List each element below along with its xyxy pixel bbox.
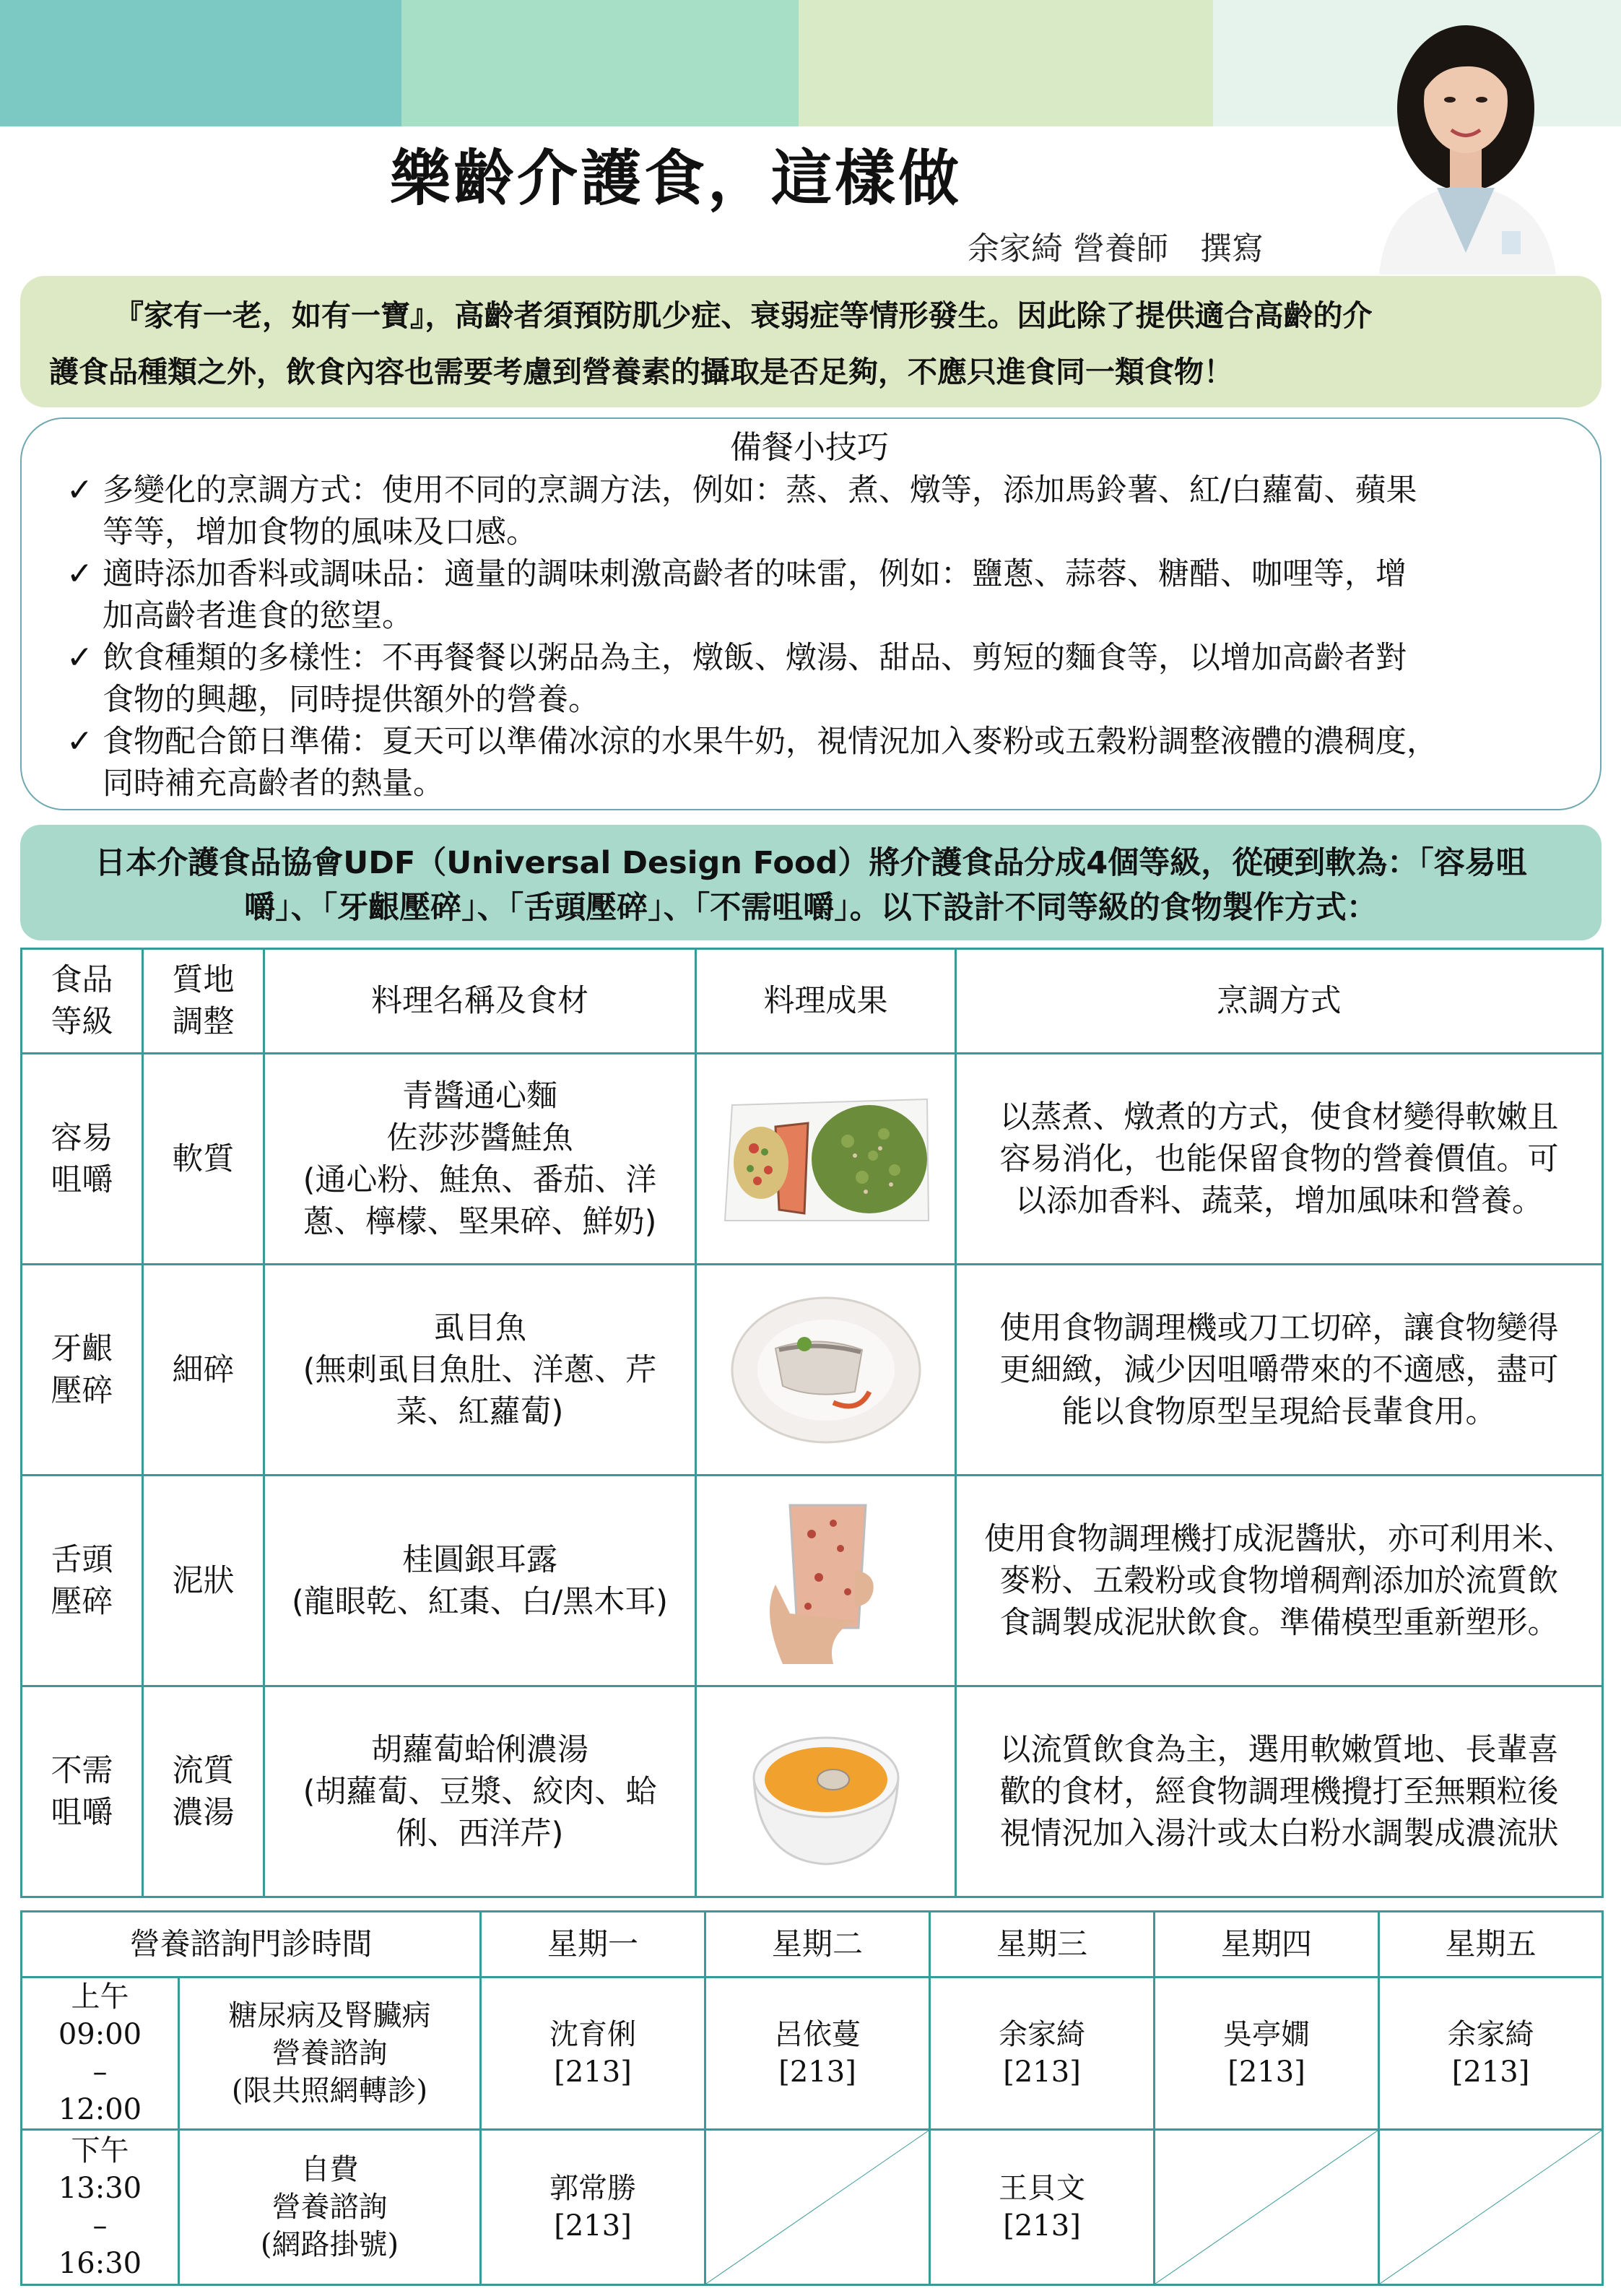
food-table-header-row — [22, 949, 1603, 1054]
tip-line: 食物的興趣，同時提供額外的營養。 — [103, 682, 599, 718]
schedule-cell: 余家綺 [213] — [930, 1977, 1155, 2130]
day-header: 星期一 — [481, 1912, 705, 1977]
empty-slot-slash — [1380, 2131, 1602, 2284]
intro-box — [20, 276, 1602, 407]
method-cell: 使用食物調理機或刀工切碎，讓食物變得 更細緻，減少因咀嚼帶來的不適感，盡可 能以食物原型呈現給長輩食用。 — [956, 1265, 1603, 1476]
longan-fungus-dessert-photo — [747, 1491, 905, 1671]
intro-line-1: 『家有一老，如有一寶』，高齡者須預防肌少症、衰弱症等情形發生。因此除了提供適合高齡的介 — [114, 298, 1373, 333]
tip-line: 飲食種類的多樣性：不再餐餐以粥品為主，燉飯、燉湯、甜品、剪短的麵食等，以增加高齡者對 — [103, 640, 1407, 676]
carrot-clam-soup-photo — [739, 1709, 913, 1875]
header-band-1 — [0, 0, 401, 126]
meal-tips-box — [20, 417, 1602, 810]
food-level-cell: 牙齦 壓碎 — [22, 1265, 143, 1476]
tip-item — [48, 637, 1571, 721]
method-cell: 以蒸煮、燉煮的方式，使食材變得軟嫩且 容易消化，也能保留食物的營養價值。可 以添加香料、蔬菜，增加風味和營養。 — [956, 1054, 1603, 1265]
table-row — [22, 1054, 1603, 1265]
service-cell: 自費 營養諮詢 (網路掛號) — [179, 2130, 481, 2285]
tip-line: 等等，增加食物的風味及口感。 — [103, 514, 537, 550]
header-band-3 — [799, 0, 1213, 126]
texture-cell: 細碎 — [143, 1265, 264, 1476]
dish-cell: 桂圓銀耳露 (龍眼乾、紅棗、白/黑木耳) — [264, 1476, 696, 1686]
header-dish: 料理名稱及食材 — [264, 949, 696, 1054]
tip-line: 食物配合節日準備：夏天可以準備冰涼的水果牛奶，視情況加入麥粉或五穀粉調整液體的濃稠度， — [103, 724, 1438, 760]
check-icon: ✓ — [66, 472, 93, 508]
dietitian-portrait-photo — [1350, 14, 1581, 274]
header-texture: 質地 調整 — [143, 949, 264, 1054]
table-row — [22, 1686, 1603, 1897]
tip-line: 適時添加香料或調味品：適量的調味刺激高齡者的味雷，例如：鹽蔥、蒜蓉、糖醋、咖哩等，增 — [103, 556, 1407, 592]
schedule-cell-empty — [1379, 2130, 1603, 2285]
clinic-title: 營養諮詢門診時間 — [22, 1912, 481, 1977]
dish-photo-cell — [696, 1054, 956, 1265]
day-header: 星期二 — [705, 1912, 930, 1977]
food-level-table — [20, 948, 1604, 1898]
header-method: 烹調方式 — [956, 949, 1603, 1054]
dish-photo-cell — [696, 1476, 956, 1686]
udf-line-2: 嚼」、「牙齦壓碎」、「舌頭壓碎」、「不需咀嚼」。以下設計不同等級的食物製作方式： — [244, 890, 1378, 926]
header-band-2 — [401, 0, 799, 126]
dish-cell: 虱目魚 (無刺虱目魚肚、洋蔥、芹 菜、紅蘿蔔) — [264, 1265, 696, 1476]
tip-item — [48, 469, 1571, 553]
milkfish-photo — [725, 1291, 927, 1450]
texture-cell: 軟質 — [143, 1054, 264, 1265]
table-row — [22, 1476, 1603, 1686]
check-icon: ✓ — [66, 723, 93, 760]
day-header: 星期五 — [1379, 1912, 1603, 1977]
tips-title: 備餐小技巧 — [730, 429, 889, 466]
table-row — [22, 1265, 1603, 1476]
udf-line-1: 日本介護食品協會UDF（Universal Design Food）將介護食品分成4個等級，從硬到軟為：「容易咀 — [95, 845, 1527, 881]
day-header: 星期四 — [1155, 1912, 1379, 1977]
method-cell: 使用食物調理機打成泥醬狀，亦可利用米、 麥粉、五穀粉或食物增稠劑添加於流質飲 食調製成泥狀飲食。準備模型重新塑形。 — [956, 1476, 1603, 1686]
clinic-schedule-table — [20, 1910, 1604, 2286]
udf-banner — [20, 825, 1602, 940]
service-cell: 糖尿病及腎臟病 營養諮詢 (限共照網轉診) — [179, 1977, 481, 2130]
check-icon: ✓ — [66, 639, 93, 676]
empty-slot-slash — [706, 2131, 929, 2284]
schedule-cell: 余家綺 [213] — [1379, 1977, 1603, 2130]
food-level-cell: 舌頭 壓碎 — [22, 1476, 143, 1686]
clinic-row-morning — [22, 1977, 1603, 2130]
dish-cell: 青醬通心麵 佐莎莎醬鮭魚 (通心粉、鮭魚、番茄、洋 蔥、檸檬、堅果碎、鮮奶) — [264, 1054, 696, 1265]
header-result: 料理成果 — [696, 949, 956, 1054]
tip-line: 加高齡者進食的慾望。 — [103, 598, 413, 634]
pesto-pasta-salmon-photo — [718, 1083, 934, 1235]
dish-photo-cell — [696, 1265, 956, 1476]
schedule-cell: 郭常勝 [213] — [481, 2130, 705, 2285]
tip-line: 多變化的烹調方式：使用不同的烹調方法，例如：蒸、煮、燉等，添加馬鈴薯、紅/白蘿蔔、蘋果 — [103, 472, 1417, 508]
time-slot-cell: 上午 09:00 – 12:00 — [22, 1977, 179, 2130]
texture-cell: 流質 濃湯 — [143, 1686, 264, 1897]
intro-line-2: 護食品種類之外，飲食內容也需要考慮到營養素的攝取是否足夠，不應只進食同一類食物！ — [49, 355, 1233, 389]
clinic-row-afternoon — [22, 2130, 1603, 2285]
tip-item — [48, 553, 1571, 637]
tip-line: 同時補充高齡者的熱量。 — [103, 766, 444, 802]
schedule-cell: 沈育俐 [213] — [481, 1977, 705, 2130]
schedule-cell-empty — [1155, 2130, 1379, 2285]
food-level-cell: 不需 咀嚼 — [22, 1686, 143, 1897]
schedule-cell: 吳亭嫺 [213] — [1155, 1977, 1379, 2130]
tip-item — [48, 721, 1571, 805]
schedule-cell: 呂依蔓 [213] — [705, 1977, 930, 2130]
page-title: 樂齡介護食，這樣做 — [390, 143, 962, 214]
header-food-level: 食品 等級 — [22, 949, 143, 1054]
dish-cell: 胡蘿蔔蛤俐濃湯 (胡蘿蔔、豆漿、絞肉、蛤 俐、西洋芹) — [264, 1686, 696, 1897]
empty-slot-slash — [1155, 2131, 1378, 2284]
check-icon: ✓ — [66, 555, 93, 592]
food-level-cell: 容易 咀嚼 — [22, 1054, 143, 1265]
method-cell: 以流質飲食為主，選用軟嫩質地、長輩喜 歡的食材，經食物調理機攪打至無顆粒後 視情況加入湯汁或太白粉水調製成濃流狀 — [956, 1686, 1603, 1897]
time-slot-cell: 下午 13:30 – 16:30 — [22, 2130, 179, 2285]
dish-photo-cell — [696, 1686, 956, 1897]
day-header: 星期三 — [930, 1912, 1155, 1977]
schedule-cell-empty — [705, 2130, 930, 2285]
author-line: 余家綺 營養師 撰寫 — [968, 230, 1264, 267]
schedule-cell: 王貝文 [213] — [930, 2130, 1155, 2285]
texture-cell: 泥狀 — [143, 1476, 264, 1686]
clinic-header-row — [22, 1912, 1603, 1977]
